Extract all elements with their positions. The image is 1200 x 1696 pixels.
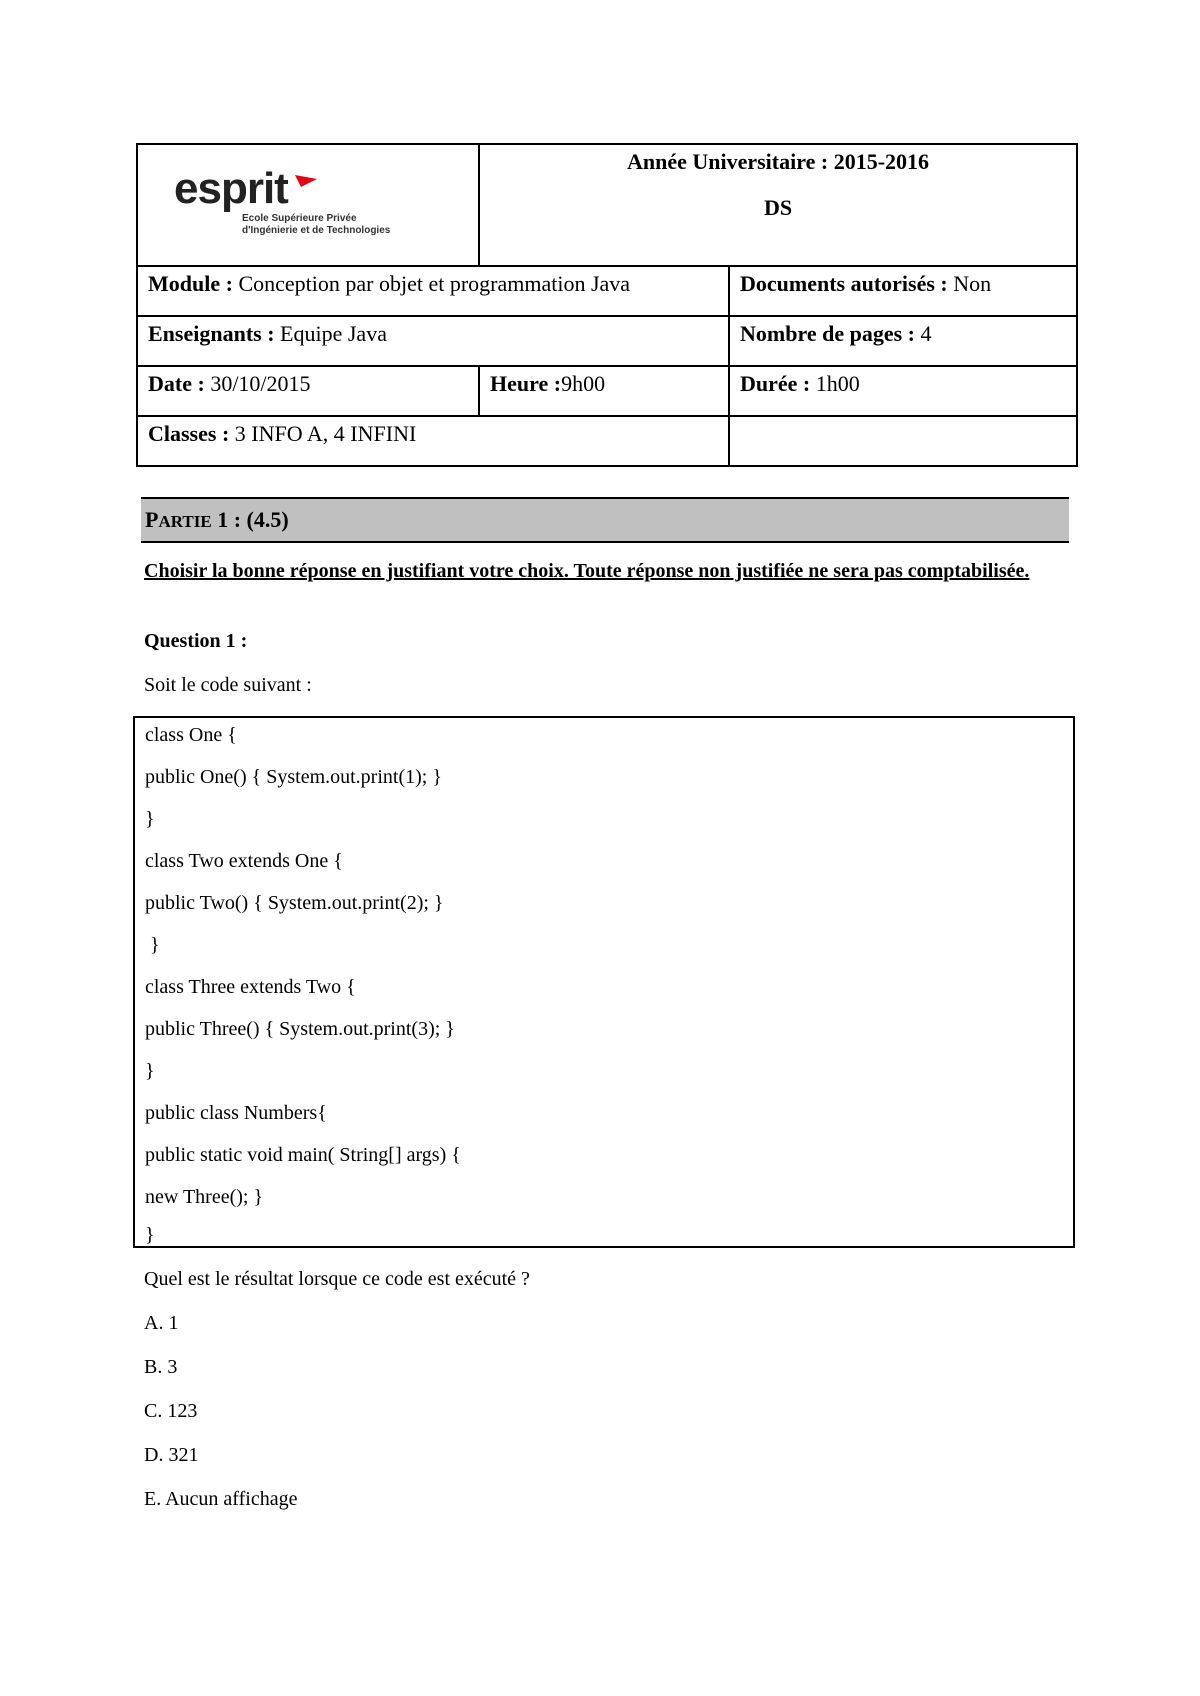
pages-label: Nombre de pages : [740, 321, 915, 346]
logo-wordmark: esprit [174, 164, 288, 213]
documents-cell [729, 266, 1077, 316]
code-line: } [145, 1224, 155, 1246]
part-heading-rest: ARTIE [158, 512, 212, 531]
date-cell [137, 366, 479, 416]
duration-value: 1h00 [810, 371, 860, 396]
code-box [133, 716, 1075, 1248]
pages-value: 4 [914, 321, 932, 346]
instruction-text: Choisir la bonne réponse en justifiant votre choix. Toute réponse non justifiée ne sera pas comptabilisée. [144, 560, 1030, 582]
hour-cell [479, 366, 729, 416]
hour-label: Heure : [490, 371, 562, 396]
answer-option: D. 321 [144, 1444, 199, 1466]
logo-subtitle-2: d'Ingénierie et de Technologies [242, 225, 391, 236]
duration-cell [729, 366, 1077, 416]
esprit-logo [174, 164, 391, 237]
code-line: public static void main( String[] args) { [145, 1144, 461, 1166]
classes-cell [137, 416, 729, 466]
code-intro: Soit le code suivant : [144, 674, 312, 696]
exam-type: DS [763, 195, 793, 220]
code-line: } [145, 1060, 155, 1082]
logo-flag-icon [295, 175, 317, 189]
exam-header-table [136, 143, 1078, 467]
code-line: public class Numbers{ [145, 1102, 327, 1124]
documents-value: Non [947, 271, 992, 296]
answer-option: A. 1 [144, 1312, 179, 1334]
logo-subtitle-1: Ecole Supérieure Privée [242, 213, 357, 224]
code-line: public Three() { System.out.print(3); } [145, 1018, 455, 1040]
answer-option: E. Aucun affichage [144, 1488, 298, 1510]
question-prompt: Quel est le résultat lorsque ce code est exécuté ? [144, 1268, 530, 1290]
duration-label: Durée : [740, 371, 811, 396]
code-line: } [145, 934, 160, 956]
year-cell [479, 144, 1077, 266]
teachers-label: Enseignants : [148, 321, 275, 346]
hour-value: 9h00 [561, 371, 606, 396]
answer-option: C. 123 [144, 1400, 198, 1422]
code-line: class Two extends One { [145, 850, 343, 872]
teachers-cell [137, 316, 729, 366]
part-heading-initial: P [145, 507, 159, 532]
part-heading-score: 1 : (4.5) [211, 507, 289, 532]
module-cell [137, 266, 729, 316]
part-heading [145, 507, 289, 533]
date-label: Date : [148, 371, 205, 396]
documents-label: Documents autorisés : [740, 271, 948, 296]
answer-option: B. 3 [144, 1356, 178, 1378]
code-line: class One { [145, 724, 237, 746]
code-line: class Three extends Two { [145, 976, 356, 998]
date-value: 30/10/2015 [204, 371, 311, 396]
module-value: Conception par objet et programmation Java [232, 271, 631, 296]
teachers-value: Equipe Java [274, 321, 387, 346]
pages-cell [729, 316, 1077, 366]
academic-year: Année Universitaire : 2015-2016 [626, 149, 930, 174]
code-line: public One() { System.out.print(1); } [145, 766, 442, 788]
code-line: public Two() { System.out.print(2); } [145, 892, 444, 914]
part-heading-bar [141, 497, 1069, 543]
code-line: new Three(); } [145, 1186, 264, 1208]
module-label: Module : [148, 271, 233, 296]
question-title: Question 1 : [144, 630, 248, 652]
classes-label: Classes : [148, 421, 230, 446]
empty-cell [729, 416, 1077, 466]
logo-cell [137, 144, 479, 266]
code-line: } [145, 808, 155, 830]
classes-value: 3 INFO A, 4 INFINI [229, 421, 417, 446]
